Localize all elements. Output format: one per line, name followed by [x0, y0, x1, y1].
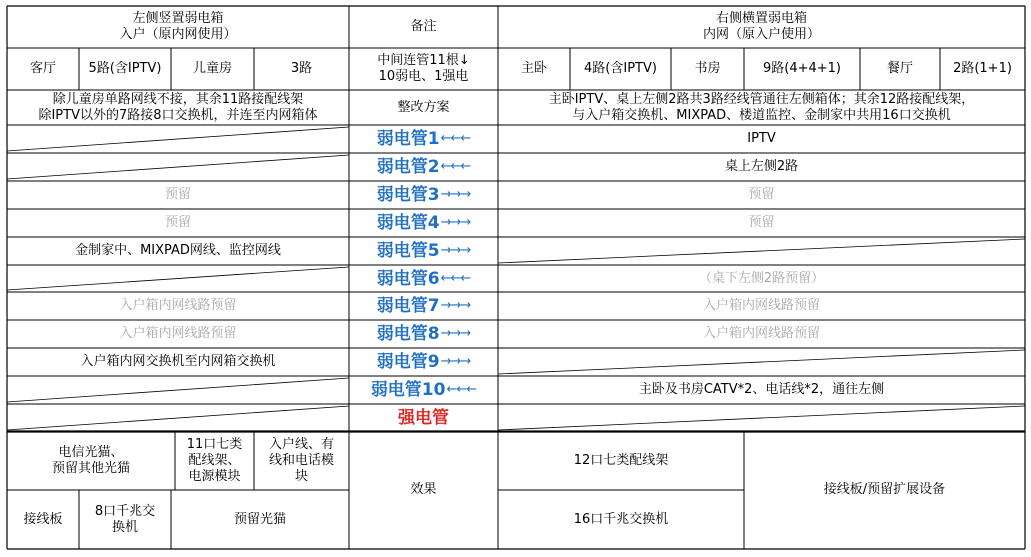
left-box-title: 左侧竖置弱电箱 — [132, 11, 224, 26]
pipe-left-cell — [7, 153, 349, 181]
effect-label: 效果 — [410, 482, 437, 497]
room-study-count: 9路(4+4+1) — [762, 61, 841, 76]
effect-fiber-modems — [7, 431, 175, 490]
room-dining-count: 2路(1+1) — [953, 61, 1012, 76]
arrow-right-icon: →→→ — [440, 215, 471, 230]
room-living: 客厅 — [29, 61, 56, 76]
pipe-label — [349, 320, 498, 348]
middle-pipe-note — [349, 48, 498, 90]
arrow-left-icon: ←←← — [440, 270, 471, 286]
pipe-label — [349, 181, 498, 209]
right-plan — [498, 90, 1025, 125]
pipe-name: 弱电管5 — [376, 241, 440, 261]
pipe-name: 弱电管8 — [376, 324, 440, 344]
arrow-right-icon: →→→ — [440, 298, 471, 313]
pipe-left-cell: 预留 — [164, 187, 191, 202]
pipe-label — [349, 153, 498, 181]
arrow-left-icon: ←←← — [440, 159, 471, 174]
pipe-label — [349, 376, 498, 404]
pipe-right-cell: 桌上左侧2路 — [724, 159, 799, 174]
arrow-right-icon: →→→ — [440, 187, 471, 202]
right-plan-line2: 与入户箱交换机、MIXPAD、楼道监控、金制家中共用16口交换机 — [572, 107, 951, 123]
pipe-name: 弱电管9 — [376, 352, 440, 372]
pipe-name: 弱电管10 — [370, 380, 446, 400]
room-living-count: 5路(含IPTV) — [88, 61, 162, 76]
left-plan — [7, 90, 349, 125]
middle-pipe-note-line2: 10弱电、1强电 — [378, 69, 469, 84]
pipe-left-cell — [7, 125, 349, 153]
pipe-label — [349, 125, 498, 153]
effect-text: 预留其他光猫 — [51, 460, 130, 476]
remark-header: 备注 — [410, 19, 437, 34]
effect-switch-16: 16口千兆交换机 — [573, 511, 669, 527]
effect-text: 块 — [294, 468, 308, 484]
pipe-right-cell: （桌下左侧2路预留） — [698, 270, 825, 286]
effect-power-strip-expansion: 接线板/预留扩展设备 — [823, 482, 946, 497]
effect-text: 换机 — [111, 519, 138, 535]
pipe-label — [349, 265, 498, 292]
pipe-right-cell: 入户箱内网线路预留 — [702, 326, 820, 341]
right-box-header — [498, 6, 1025, 48]
right-box-title: 右侧横置弱电箱 — [715, 11, 807, 26]
pipe-left-cell: 入户箱内网线路预留 — [119, 326, 237, 341]
effect-text: 线和电话模 — [268, 452, 334, 468]
pipe-left-cell: 预留 — [164, 215, 191, 230]
effect-text: 配线架、 — [188, 452, 241, 468]
arrow-right-icon: →→→ — [440, 326, 471, 341]
empty-cell-slash — [7, 406, 349, 430]
effect-switch-8 — [79, 490, 171, 549]
effect-text: 电源模块 — [188, 468, 241, 484]
effect-text: 8口千兆交 — [94, 503, 156, 519]
left-plan-line2: 除IPTV以外的7路接8口交换机，并连至内网箱体 — [38, 107, 318, 123]
pipe-right-cell: 预留 — [748, 215, 775, 230]
pipe-right-cell: 入户箱内网线路预留 — [702, 298, 820, 313]
right-plan-line1: 主卧IPTV、桌上左侧2路共3路经线管通往左侧箱体；其余12路接配线架， — [548, 91, 975, 107]
effect-patch-panel-12: 12口七类配线架 — [573, 452, 669, 468]
strong-pipe-label: 强电管 — [398, 407, 449, 428]
pipe-name: 弱电管4 — [376, 213, 440, 233]
pipe-left-cell: 入户箱内网线路预留 — [119, 298, 237, 313]
middle-pipe-note-line1: 中间连管11根↓ — [377, 53, 470, 68]
effect-text: 电信光猫、 — [58, 444, 124, 460]
room-kids-count: 3路 — [290, 61, 313, 76]
pipe-right-cell: 主卧及书房CATV*2、电话线*2，通往左侧 — [638, 382, 885, 397]
pipe-name: 弱电管2 — [376, 157, 440, 177]
effect-incoming-lines — [254, 431, 349, 490]
room-study: 书房 — [694, 61, 721, 76]
left-box-subtitle: 入户（原内网使用） — [119, 27, 237, 42]
effect-reserved-modem: 预留光猫 — [233, 511, 286, 527]
pipe-label — [349, 348, 498, 376]
effect-text: 入户线、有 — [268, 436, 334, 452]
pipe-label — [349, 237, 498, 265]
effect-text: 11口七类 — [186, 436, 243, 452]
arrow-right-icon: →→→ — [440, 243, 471, 258]
pipe-left-cell — [7, 376, 349, 404]
right-box-subtitle: 内网（原入户使用） — [702, 27, 820, 42]
room-dining: 餐厅 — [886, 61, 913, 76]
arrow-left-icon: ←←← — [446, 382, 477, 397]
pipe-name: 弱电管1 — [376, 129, 440, 149]
plan-label: 整改方案 — [397, 99, 450, 115]
left-plan-line1: 除儿童房单路网线不接，其余11路接配线架 — [52, 91, 304, 107]
pipe-label — [349, 292, 498, 320]
room-master: 主卧 — [520, 61, 547, 76]
pipe-left-cell: 入户箱内网交换机至内网箱交换机 — [80, 354, 276, 369]
empty-cell-slash — [498, 406, 1025, 430]
effect-power-strip: 接线板 — [23, 511, 63, 527]
pipe-right-cell — [498, 348, 1025, 376]
room-master-count: 4路(含IPTV) — [584, 61, 657, 76]
pipe-left-cell — [7, 265, 349, 292]
left-box-header — [7, 6, 349, 48]
pipe-right-cell: 预留 — [748, 187, 775, 202]
pipe-name: 弱电管6 — [376, 268, 440, 289]
effect-patch-panel-11 — [175, 431, 254, 490]
pipe-label — [349, 209, 498, 237]
pipe-left-cell: 金制家中、MIXPAD网线、监控网线 — [75, 243, 281, 258]
room-kids: 儿童房 — [192, 61, 232, 76]
arrow-left-icon: ←←← — [440, 131, 471, 146]
pipe-right-cell: IPTV — [747, 131, 776, 146]
pipe-name: 弱电管3 — [376, 185, 440, 205]
pipe-name: 弱电管7 — [376, 296, 440, 316]
pipe-right-cell — [498, 237, 1025, 265]
arrow-right-icon: →→→ — [440, 354, 471, 369]
